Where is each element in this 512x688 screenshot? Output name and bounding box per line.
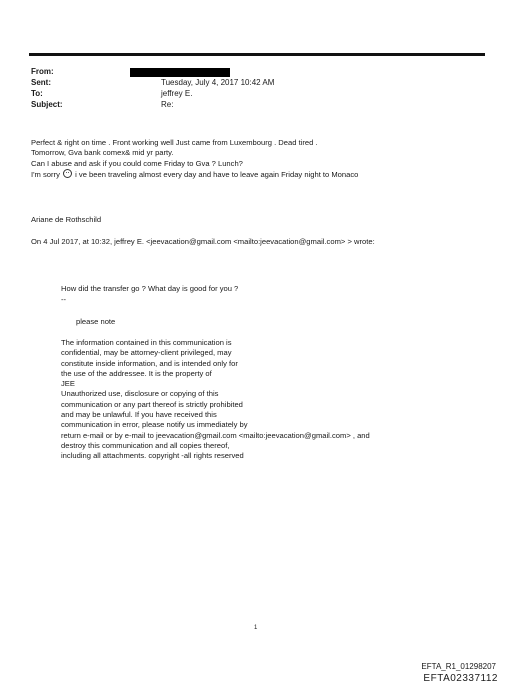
page-number: 1 [254, 625, 258, 631]
disclaimer-line: communication or any part thereof is strictly prohibited [61, 399, 243, 409]
disclaimer-line: confidential, may be attorney-client privileged, may [61, 348, 232, 358]
disclaimer-line: the use of the addressee. It is the property of [61, 368, 212, 378]
disclaimer-line: constitute inside information, and is intended only for [61, 358, 238, 368]
disclaimer [61, 338, 370, 462]
reply-line: Tomorrow, Gva bank comex& mid yr party. [31, 148, 174, 158]
disclaimer-line: communication in error, please notify us immediately by [61, 420, 248, 430]
sent-value: Tuesday, July 4, 2017 10:42 AM [161, 78, 275, 87]
header-divider [29, 53, 485, 56]
disclaimer-line: and may be unlawful. If you have received this [61, 410, 217, 420]
subject-value: Re: [161, 100, 174, 109]
email-header [31, 67, 431, 117]
disclaimer-line: JEE [61, 379, 75, 389]
sorry-suffix: i ve been traveling almost every day and have to leave again Friday night to Monaco [75, 169, 359, 179]
reply-line: Can I abuse and ask if you could come Friday to Gva ? Lunch? [31, 158, 243, 168]
sorry-prefix: I'm sorry [31, 169, 60, 179]
disclaimer-line: including all attachments. copyright -all rights reserved [61, 451, 244, 461]
disclaimer-line: Unauthorized use, disclosure or copying of this [61, 389, 219, 399]
disclaimer-line: The information contained in this communication is [61, 338, 232, 347]
disclaimer-line: destroy this communication and all copies thereof, [61, 440, 230, 450]
reply-line: Perfect & right on time . Front working well Just came from Luxembourg . Dead tired . [31, 138, 318, 147]
to-label: To: [31, 89, 43, 98]
from-label: From: [31, 67, 54, 76]
quote-attribution: On 4 Jul 2017, at 10:32, jeffrey E. <jeevacation@gmail.com <mailto:jeevacation@gmail.com> > wrote: [31, 237, 375, 246]
bates-number-large: EFTA02337112 [423, 673, 498, 684]
signature: Ariane de Rothschild [31, 215, 102, 224]
quoted-message: How did the transfer go ? What day is good for you ? [61, 284, 239, 293]
subject-label: Subject: [31, 100, 63, 109]
please-note: please note [76, 317, 116, 326]
to-value: jeffrey E. [161, 89, 193, 98]
reply-line-sorry [31, 169, 358, 179]
reply-body [31, 138, 358, 179]
bates-number-small: EFTA_R1_01298207 [421, 662, 496, 671]
from-redaction [130, 68, 230, 77]
quoted-sig-dashes: -- [61, 295, 67, 304]
smiley-icon [63, 169, 72, 178]
sent-label: Sent: [31, 78, 51, 87]
disclaimer-line: return e-mail or by e-mail to jeevacation@gmail.com <mailto:jeevacation@gmail.com> , and [61, 430, 370, 440]
